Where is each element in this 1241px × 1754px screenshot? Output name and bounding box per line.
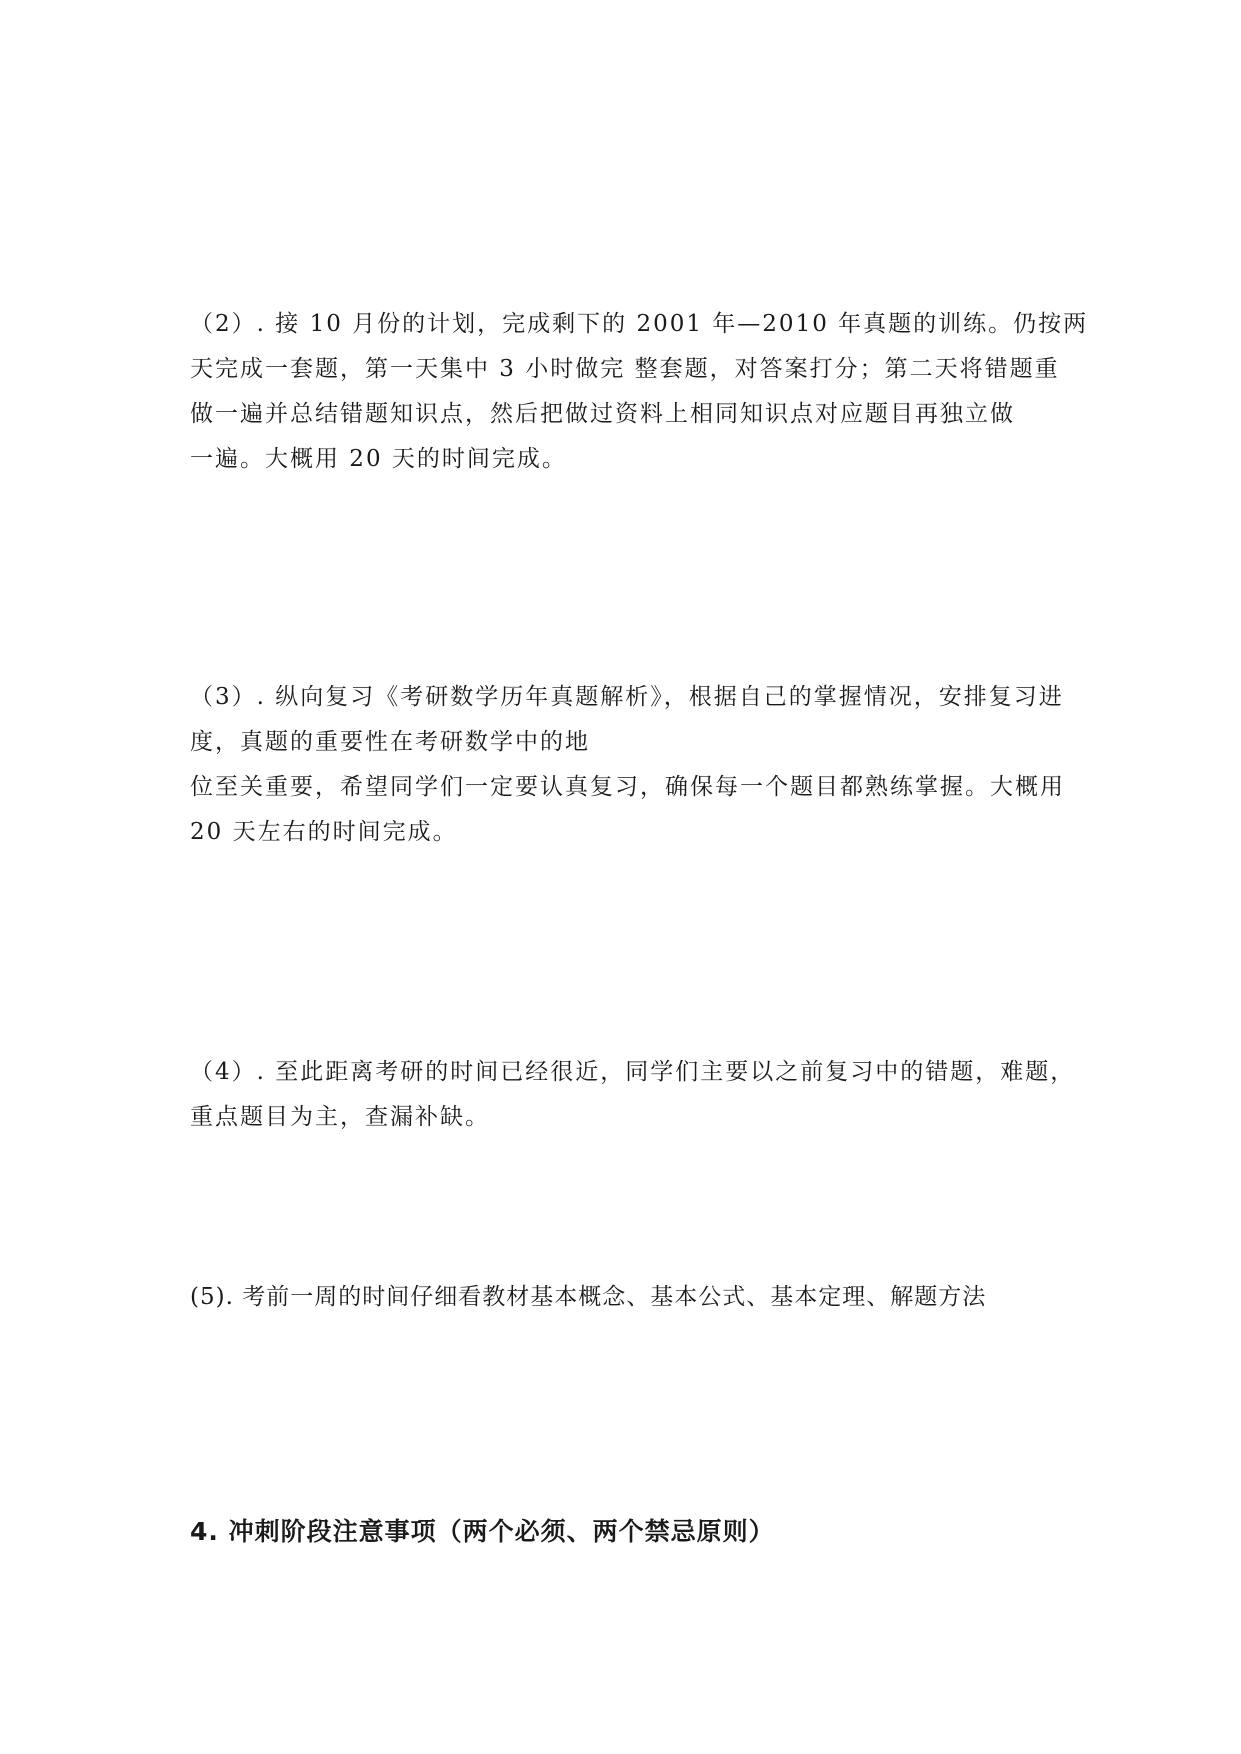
paragraph-line: (5). 考前一周的时间仔细看教材基本概念、基本公式、基本定理、解题方法 — [190, 1284, 987, 1310]
paragraph-line: 重点题目为主，查漏补缺。 — [190, 1104, 490, 1130]
paragraph-line: 天完成一套题，第一天集中 3 小时做完 整套题，对答案打分；第二天将错题重 — [190, 356, 1060, 382]
section-heading: 4. 冲刺阶段注意事项（两个必须、两个禁忌原则） — [190, 1517, 775, 1546]
paragraph-4 — [190, 1050, 1076, 1140]
paragraph-line: 度，真题的重要性在考研数学中的地 — [190, 729, 590, 755]
paragraph-line: （2）. 接 10 月份的计划，完成剩下的 2001 年—2010 年真题的训练。仍按两 — [190, 311, 1089, 337]
paragraph-2 — [190, 302, 1089, 482]
paragraph-line: 做一遍并总结错题知识点，然后把做过资料上相同知识点对应题目再独立做 — [190, 401, 1015, 427]
paragraph-line: 一遍。大概用 20 天的时间完成。 — [190, 446, 567, 472]
paragraph-line: （3）. 纵向复习《考研数学历年真题解析》，根据自己的掌握情况，安排复习进 — [190, 684, 1064, 710]
paragraph-line: 20 天左右的时间完成。 — [190, 819, 458, 845]
paragraph-5 — [190, 1275, 1070, 1320]
paragraph-line: 位至关重要，希望同学们一定要认真复习，确保每一个题目都熟练掌握。大概用 — [190, 774, 1065, 800]
paragraph-line: （4）. 至此距离考研的时间已经很近，同学们主要以之前复习中的错题，难题， — [190, 1059, 1076, 1085]
paragraph-3 — [190, 675, 1070, 855]
